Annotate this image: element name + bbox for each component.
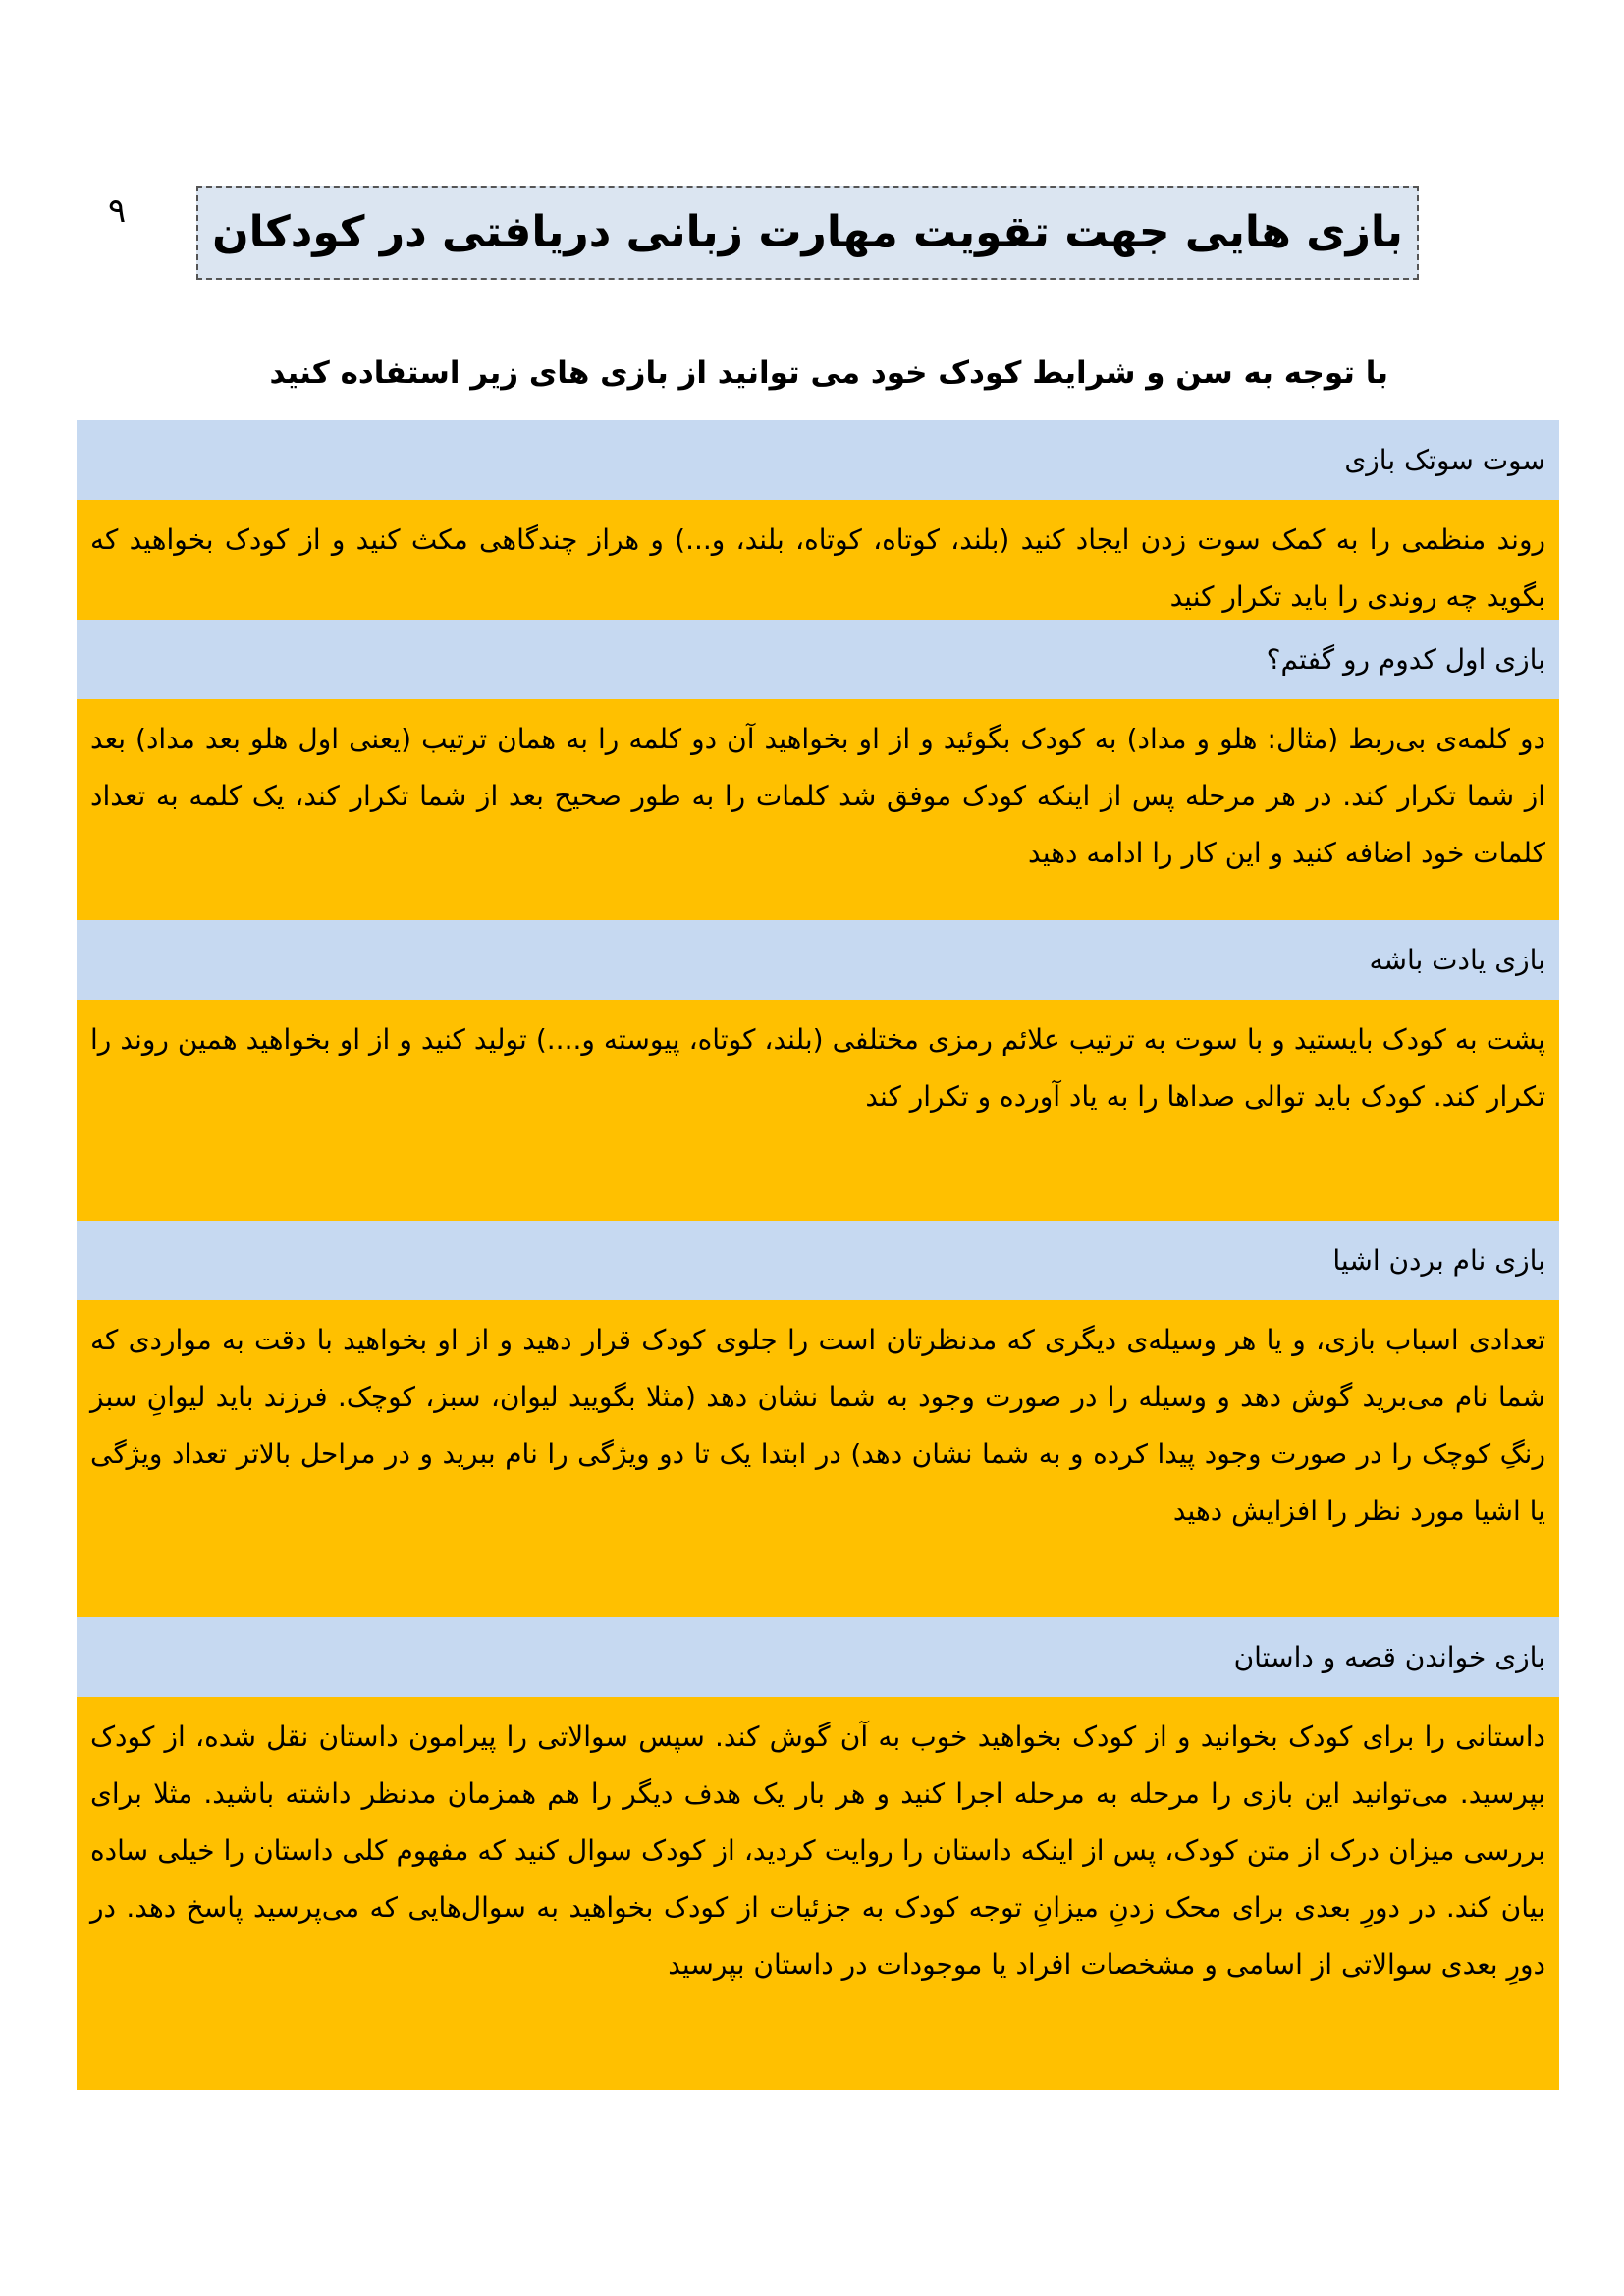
game-title-whistle: سوت سوتک بازی [77, 420, 1559, 500]
page-title: بازی هایی جهت تقویت مهارت زبانی دریافتی در کودکان [212, 206, 1403, 257]
game-title-which-first: بازی اول کدوم رو گفتم؟ [77, 620, 1559, 699]
game-description-text: داستانی را برای کودک بخوانید و از کودک بخواهید خوب به آن گوش کند. سپس سوالاتی را پیرامون داستان نقل شده، از کودک بپرسید. می‌توانید این بازی را مرحله به مرحله اجرا کنید و هر بار یک هدف دیگر را هم همزمان مدنظر داشته باشید. مثلا برای بررسی میزان درک از متن کودک، پس از اینکه داستان را روایت کردید، از کودک سوال کنید که مفهوم کلی داستان را خیلی ساده بیان کند. در دورِ بعدی برای محک زدنِ میزانِ توجه کودک به جزئیات از کودک بخواهید به سوال‌هایی که می‌پرسید پاسخ دهد. در دورِ بعدی سوالاتی از اسامی و مشخصات افراد یا موجودات در داستان بپرسید [90, 1721, 1545, 1981]
page-subtitle: با توجه به سن و شرایط کودک خود می توانید از بازی های زیر استفاده کنید [269, 355, 1388, 391]
game-description-naming-objects [77, 1300, 1559, 1617]
game-description-text: روند منظمی را به کمک سوت زدن ایجاد کنید (بلند، کوتاه، کوتاه، بلند، و...) و هراز چندگاهی مکث کنید و از کودک بخواهید که بگوید چه روندی را باید تکرار کنید [90, 523, 1545, 613]
game-description-text: دو کلمه‌ی بی‌ربط (مثال: هلو و مداد) به کودک بگوئید و از او بخواهید آن دو کلمه را به همان ترتیب (یعنی اول هلو بعد مداد) بعد از شما تکرار کند. در هر مرحله پس از اینکه کودک موفق شد کلمات را به طور صحیح بعد از شما تکرار کند، یک کلمه به تعداد کلمات خود اضافه کنید و این کار را ادامه دهید [90, 723, 1545, 869]
game-description-text: پشت به کودک بایستید و با سوت به ترتیب علائم رمزی مختلفی (بلند، کوتاه، پیوسته و....) تولید کنید و از او بخواهید همین روند را تکرار کند. کودک باید توالی صداها را به یاد آورده و تکرار کند [90, 1023, 1545, 1113]
title-box [196, 186, 1419, 280]
game-title-remember: بازی یادت باشه [77, 920, 1559, 1000]
game-description-story-reading [77, 1697, 1559, 2090]
games-table [77, 420, 1559, 2090]
game-description-whistle [77, 500, 1559, 620]
game-title-naming-objects: بازی نام بردن اشیا [77, 1221, 1559, 1300]
game-title-story-reading: بازی خواندن قصه و داستان [77, 1617, 1559, 1697]
game-description-remember [77, 1000, 1559, 1221]
game-description-which-first [77, 699, 1559, 920]
page-number: ۹ [108, 191, 127, 231]
game-description-text: تعدادی اسباب بازی، و یا هر وسیله‌ی دیگری که مدنظرتان است را جلوی کودک قرار دهید و از او بخواهید با دقت به مواردی که شما نام می‌برید گوش دهد و وسیله را در صورت وجود به شما نشان دهد (مثلا بگویید لیوان، سبز، کوچک. فرزند باید لیوانِ سبز رنگِ کوچک را در صورت وجود پیدا کرده و به شما نشان دهد) در ابتدا یک تا دو ویژگی را نام ببرید و در مراحل بالاتر تعداد ویژگی یا اشیا مورد نظر را افزایش دهید [90, 1324, 1545, 1527]
